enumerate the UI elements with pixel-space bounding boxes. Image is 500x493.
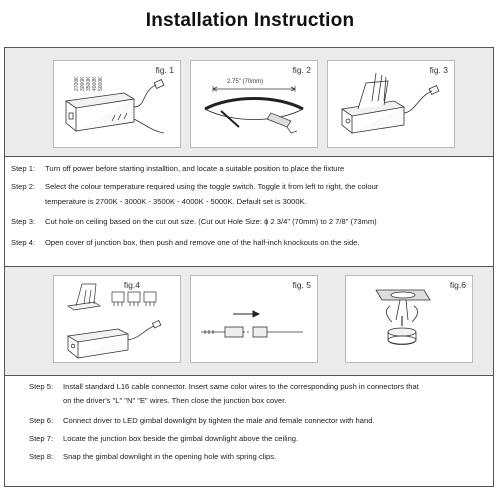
figure-4-drawing: [54, 276, 180, 362]
step-3-label: Step 3:: [11, 217, 36, 226]
dimension-line-icon: [213, 86, 295, 92]
cct-label-5: 5000K: [98, 76, 104, 91]
step-1-text: Turn off power before starting installtion, and locate a suitable position to place the fixture: [45, 164, 345, 173]
figure-3: [327, 60, 455, 148]
instruction-sheet: [4, 47, 494, 487]
step-2-text-line-2: temperature is 2700K - 3000K - 3500K - 4000K - 5000K. Default set is 3000K.: [45, 197, 307, 206]
step-8-label: Step 8:: [29, 452, 54, 461]
arrow-icon: [233, 311, 259, 317]
closed-box-icon: [68, 320, 161, 358]
step-5-text-line-1: Install standard L16 cable connector. Insert same color wires to the corresponding push in connectors that: [63, 382, 419, 391]
figure-band-top: [5, 48, 493, 157]
figure-4-label: fig.4: [123, 280, 140, 290]
step-3-text: Cut hole on ceiling based on the cut out size. (Cut out Hole Size: ϕ 2 3/4" (70mm) to 2 7/8" (73mm): [45, 217, 377, 226]
figure-5: [190, 275, 318, 363]
connector-icon: [201, 327, 303, 337]
cutout-dimension: 2.75" (70mm): [227, 79, 264, 85]
step-4-text: Open cover of junction box, then push and remove one of the half-inch knockouts on the side.: [45, 238, 360, 247]
power-cable-icon: [134, 80, 164, 133]
figure-3-drawing: [328, 61, 454, 147]
step-7-label: Step 7:: [29, 434, 54, 443]
step-7-text: Locate the junction box beside the gimbal downlight above the ceiling.: [63, 434, 299, 443]
cct-label-2: 3000K: [80, 76, 86, 91]
figure-5-label: fig. 5: [292, 280, 311, 290]
figure-2-drawing: [191, 61, 317, 147]
cable-icon: [404, 86, 439, 113]
open-box-icon: [68, 284, 100, 310]
figure-4: [53, 275, 181, 363]
figure-1-drawing: [54, 61, 180, 147]
figure-2: [190, 60, 318, 148]
step-2-text-line-1: Select the colour temperature required using the toggle switch. Toggle it from left to right, the colour: [45, 182, 379, 191]
figure-6-drawing: [346, 276, 472, 362]
figure-6: [345, 275, 473, 363]
page-title: Installation Instruction: [145, 10, 355, 31]
figure-1: [53, 60, 181, 148]
step-2-label: Step 2:: [11, 182, 36, 191]
figure-6-label: fig.6: [449, 280, 466, 290]
cct-label-3: 3500K: [86, 76, 92, 91]
figure-3-label: fig. 3: [429, 65, 448, 75]
step-6-label: Step 6:: [29, 416, 54, 425]
step-5-label: Step 5:: [29, 382, 54, 391]
step-4-label: Step 4:: [11, 238, 36, 247]
ceiling-opening-icon: [376, 290, 430, 300]
figure-2-label: fig. 2: [292, 65, 311, 75]
downlight-icon: [386, 300, 417, 345]
cct-label-1: 2700K: [74, 76, 80, 91]
cct-label-4: 4000K: [92, 76, 98, 91]
step-8-text: Snap the gimbal downlight in the opening hole with spring clips.: [63, 452, 277, 461]
step-6-text: Connect driver to LED gimbal downlight by tighten the male and female connector with hand.: [63, 416, 375, 425]
open-junction-box-icon: [342, 73, 404, 133]
step-1-label: Step 1:: [11, 164, 36, 173]
step-5-text-line-2: on the driver's "L" "N" "E" wires. Then close the junction box cover.: [63, 396, 287, 405]
figure-5-drawing: [191, 276, 317, 362]
figure-1-label: fig. 1: [155, 65, 174, 75]
figure-band-middle: [5, 266, 493, 376]
push-connectors-icon: [112, 292, 156, 306]
saw-tool-icon: [267, 113, 297, 133]
driver-box-icon: [66, 93, 134, 131]
